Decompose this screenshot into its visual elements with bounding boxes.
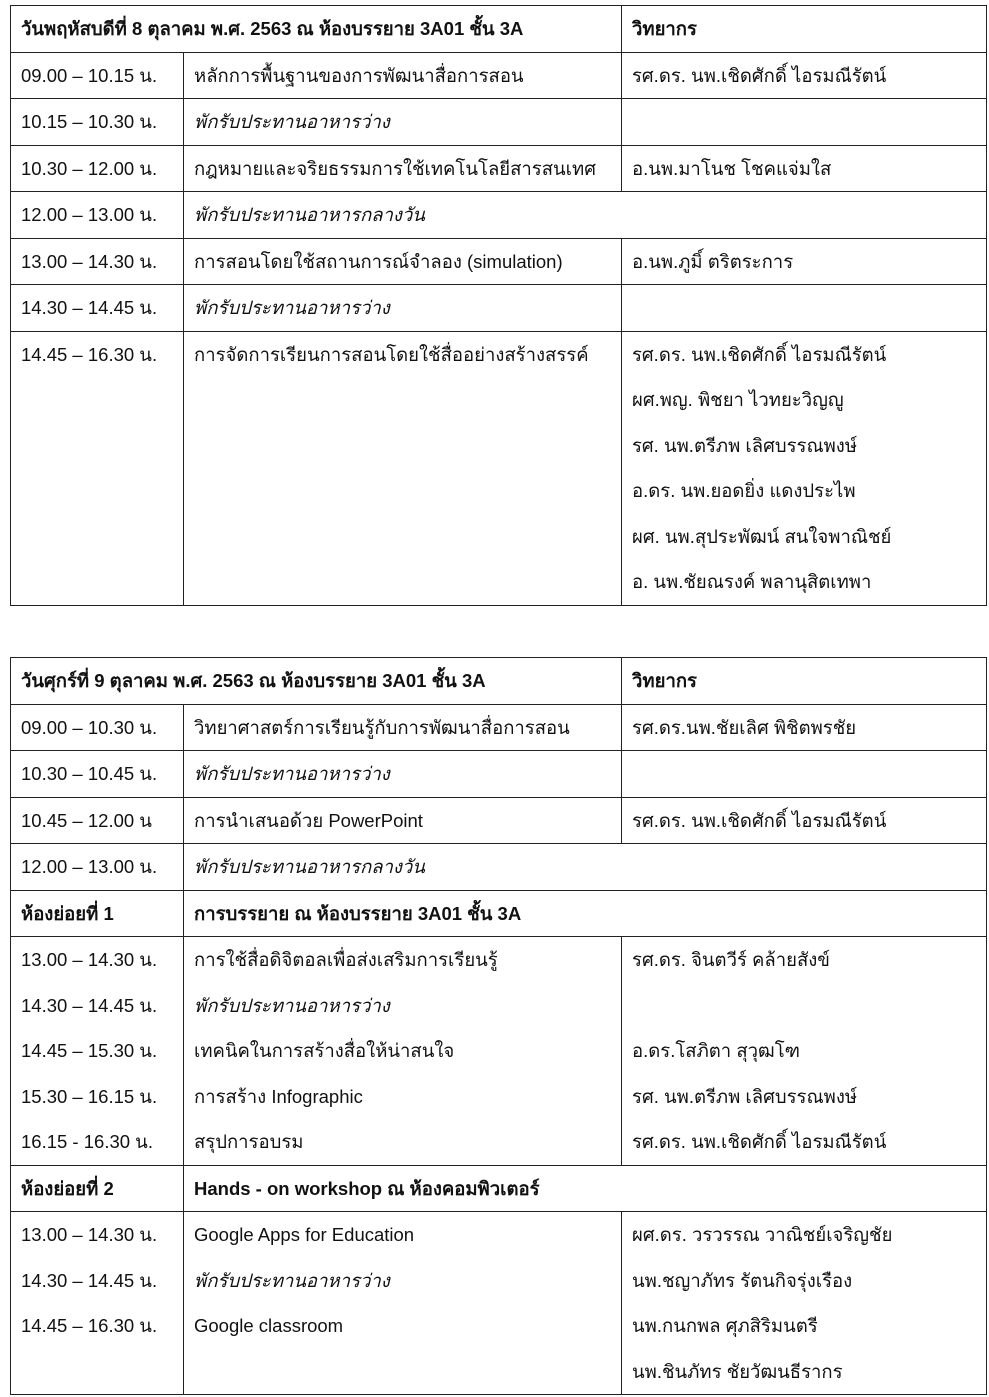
- time-cell: [11, 937, 184, 1166]
- section-title: Hands - on workshop ณ ห้องคอมพิวเตอร์: [194, 1177, 540, 1199]
- speaker-name: รศ.ดร. นพ.เชิดศักดิ์ ไอรมณีรัตน์: [632, 64, 887, 86]
- speaker-cell: [622, 285, 987, 332]
- speaker-name: ผศ.พญ. พิชยา ไวทยะวิญญู: [632, 389, 844, 410]
- section-title-cell: [184, 1165, 987, 1212]
- topic-cell: [184, 331, 622, 605]
- speaker-name: รศ.ดร. จินตวีร์ คล้ายสังข์: [632, 949, 830, 970]
- table-row: [11, 751, 987, 798]
- speaker-name: อ.นพ.มาโนช โชคแจ่มใส: [632, 157, 832, 179]
- speaker-name: นพ.ชญาภัทร รัตนกิจรุ่งเรือง: [632, 1269, 853, 1291]
- topic: กฎหมายและจริยธรรมการใช้เทคโนโลยีสารสนเทศ: [194, 157, 596, 179]
- time-cell: [11, 797, 184, 844]
- time-slot: 10.30 – 10.45 น.: [21, 763, 158, 784]
- time-slot: 14.30 – 14.45 น.: [21, 1269, 158, 1291]
- speaker-name: [632, 983, 976, 1029]
- topic: พักรับประทานอาหารว่าง: [194, 297, 390, 318]
- speaker-cell: [622, 145, 987, 192]
- speaker-name: รศ.ดร. นพ.เชิดศักดิ์ ไอรมณีรัตน์: [632, 343, 887, 365]
- table-row: [11, 937, 987, 1166]
- speaker-name: อ.นพ.ภูมิ์ ตริตระการ: [632, 250, 794, 272]
- topic: พักรับประทานอาหารว่าง: [194, 1269, 390, 1291]
- topic: พักรับประทานอาหารกลางวัน: [194, 204, 425, 225]
- header-row: [11, 6, 987, 53]
- speaker-name: ผศ.ดร. วรวรรณ วาณิชย์เจริญชัย: [632, 1224, 893, 1245]
- speaker-header-cell: [622, 6, 987, 53]
- time-slot: 09.00 – 10.30 น.: [21, 716, 158, 738]
- day2-schedule-table: [10, 657, 987, 1395]
- speaker-name: รศ.ดร. นพ.เชิดศักดิ์ ไอรมณีรัตน์: [632, 1131, 887, 1152]
- section-title-cell: [184, 890, 987, 937]
- speaker-name: ผศ. นพ.สุประพัฒน์ สนใจพาณิชย์: [632, 525, 892, 547]
- time-slot: 10.15 – 10.30 น.: [21, 111, 158, 132]
- topic-cell: [184, 1212, 622, 1395]
- time-cell: [11, 704, 184, 751]
- speaker-header: วิทยากร: [632, 18, 697, 39]
- time-slot: 13.00 – 14.30 น.: [21, 949, 158, 970]
- table-row: [11, 99, 987, 146]
- time-cell: [11, 99, 184, 146]
- table-row: [11, 285, 987, 332]
- section-title: การบรรยาย ณ ห้องบรรยาย 3A01 ชั้น 3A: [194, 902, 522, 924]
- day-title-cell: [11, 658, 622, 705]
- topic: การจัดการเรียนการสอนโดยใช้สื่ออย่างสร้างสรรค์: [194, 343, 589, 365]
- time-slot: 12.00 – 13.00 น.: [21, 856, 158, 877]
- section-label: ห้องย่อยที่ 2: [21, 1177, 114, 1199]
- topic: Google classroom: [194, 1315, 344, 1336]
- table-row: [11, 145, 987, 192]
- day1-schedule-table: [10, 5, 987, 606]
- day-title-cell: [11, 6, 622, 53]
- section-label-cell: [11, 1165, 184, 1212]
- topic-cell: [184, 145, 622, 192]
- speaker-cell: [622, 1212, 987, 1395]
- day-title: วันพฤหัสบดีที่ 8 ตุลาคม พ.ศ. 2563 ณ ห้องบรรยาย 3A01 ชั้น 3A: [21, 18, 524, 39]
- section-label-cell: [11, 890, 184, 937]
- topic-cell: [184, 704, 622, 751]
- section-label: ห้องย่อยที่ 1: [21, 902, 114, 924]
- topic: การสอนโดยใช้สถานการณ์จำลอง (simulation): [194, 250, 563, 272]
- speaker-cell: [622, 238, 987, 285]
- speaker-cell: [622, 331, 987, 605]
- table-row: [11, 192, 987, 239]
- time-cell: [11, 52, 184, 99]
- speaker-name: รศ. นพ.ตรีภพ เลิศบรรณพงษ์: [632, 434, 858, 456]
- header-row: [11, 658, 987, 705]
- speaker-cell: [622, 797, 987, 844]
- topic: Google Apps for Education: [194, 1224, 415, 1245]
- topic: พักรับประทานอาหารว่าง: [194, 763, 390, 784]
- speaker-cell: [622, 937, 987, 1166]
- topic-cell: [184, 52, 622, 99]
- speaker-name: นพ.กนกพล ศุภสิริมนตรี: [632, 1315, 818, 1336]
- time-slot: 14.30 – 14.45 น.: [21, 994, 158, 1016]
- speaker-name: อ.ดร.โสภิตา สุวุฒโฑ: [632, 1040, 801, 1061]
- table-row: [11, 238, 987, 285]
- topic: วิทยาศาสตร์การเรียนรู้กับการพัฒนาสื่อการสอน: [194, 716, 570, 738]
- time-slot: 14.45 – 16.30 น.: [21, 343, 158, 365]
- time-cell: [11, 331, 184, 605]
- topic-cell: [184, 751, 622, 798]
- section-row: [11, 890, 987, 937]
- time-cell: [11, 145, 184, 192]
- topic: การนำเสนอด้วย PowerPoint: [194, 809, 423, 831]
- table-row: [11, 52, 987, 99]
- topic-cell: [184, 192, 987, 239]
- topic-cell: [184, 937, 622, 1166]
- time-slot: 13.00 – 14.30 น.: [21, 1224, 158, 1245]
- speaker-header: วิทยากร: [632, 670, 697, 691]
- speaker-header-cell: [622, 658, 987, 705]
- time-cell: [11, 751, 184, 798]
- time-slot: 10.45 – 12.00 น: [21, 809, 152, 831]
- time-slot: 16.15 - 16.30 น.: [21, 1131, 153, 1152]
- table-row: [11, 331, 987, 605]
- time-cell: [11, 844, 184, 891]
- time-slot: 10.30 – 12.00 น.: [21, 157, 158, 179]
- speaker-name: อ.ดร. นพ.ยอดยิ่ง แดงประไพ: [632, 480, 856, 501]
- time-slot: 12.00 – 13.00 น.: [21, 204, 158, 225]
- topic: การใช้สื่อดิจิตอลเพื่อส่งเสริมการเรียนรู้: [194, 949, 498, 970]
- topic: พักรับประทานอาหารว่าง: [194, 111, 390, 132]
- topic: หลักการพื้นฐานของการพัฒนาสื่อการสอน: [194, 64, 524, 86]
- time-slot: 09.00 – 10.15 น.: [21, 64, 158, 86]
- topic-cell: [184, 285, 622, 332]
- speaker-cell: [622, 99, 987, 146]
- topic-cell: [184, 844, 987, 891]
- time-cell: [11, 238, 184, 285]
- time-cell: [11, 1212, 184, 1395]
- table-row: [11, 844, 987, 891]
- topic: เทคนิคในการสร้างสื่อให้น่าสนใจ: [194, 1040, 455, 1061]
- topic: สรุปการอบรม: [194, 1131, 304, 1152]
- speaker-name: รศ. นพ.ตรีภพ เลิศบรรณพงษ์: [632, 1085, 858, 1107]
- speaker-cell: [622, 704, 987, 751]
- day-title: วันศุกร์ที่ 9 ตุลาคม พ.ศ. 2563 ณ ห้องบรรยาย 3A01 ชั้น 3A: [21, 670, 486, 691]
- topic-cell: [184, 797, 622, 844]
- time-cell: [11, 192, 184, 239]
- table-row: [11, 704, 987, 751]
- speaker-cell: [622, 52, 987, 99]
- speaker-name: นพ.ชินภัทร ชัยวัฒนธีรากร: [632, 1360, 843, 1382]
- time-slot: 14.45 – 15.30 น.: [21, 1040, 158, 1061]
- topic-cell: [184, 238, 622, 285]
- speaker-name: อ. นพ.ชัยณรงค์ พลานุสิตเทพา: [632, 571, 872, 592]
- time-slot: 15.30 – 16.15 น.: [21, 1085, 158, 1107]
- table-row: [11, 797, 987, 844]
- time-cell: [11, 285, 184, 332]
- time-slot: 14.30 – 14.45 น.: [21, 297, 158, 318]
- speaker-cell: [622, 751, 987, 798]
- section-row: [11, 1165, 987, 1212]
- topic: การสร้าง Infographic: [194, 1085, 363, 1107]
- table-row: [11, 1212, 987, 1395]
- topic: พักรับประทานอาหารกลางวัน: [194, 856, 425, 877]
- time-slot: 14.45 – 16.30 น.: [21, 1315, 158, 1336]
- speaker-name: รศ.ดร.นพ.ชัยเลิศ พิชิตพรชัย: [632, 716, 857, 738]
- speaker-name: รศ.ดร. นพ.เชิดศักดิ์ ไอรมณีรัตน์: [632, 809, 887, 831]
- topic: พักรับประทานอาหารว่าง: [194, 994, 390, 1016]
- topic-cell: [184, 99, 622, 146]
- time-slot: 13.00 – 14.30 น.: [21, 250, 158, 272]
